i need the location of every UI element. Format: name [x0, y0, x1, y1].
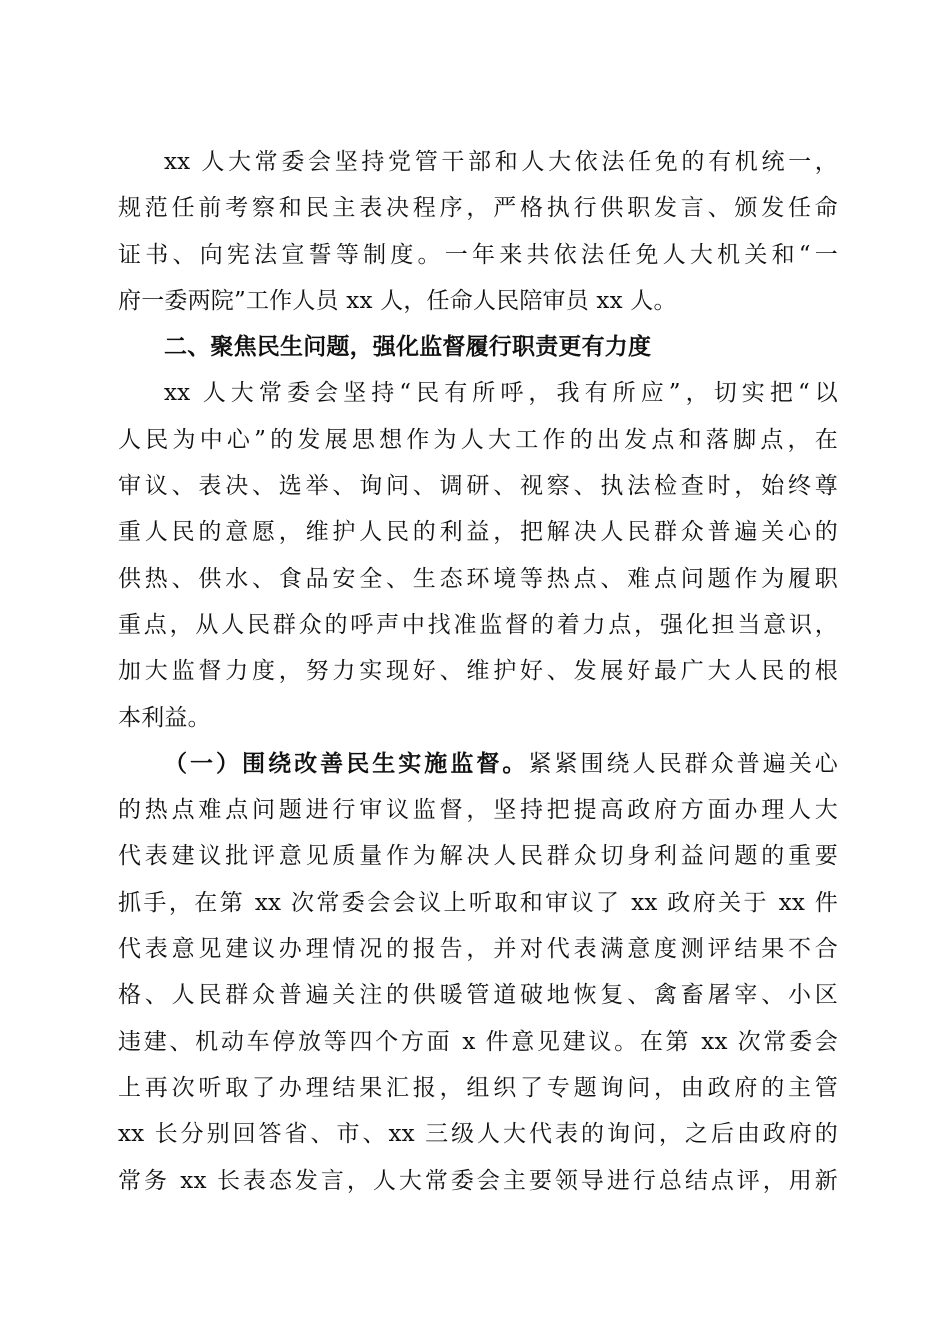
paragraph-line: 违建、机动车停放等四个方面 x 件意见建议。在第 xx 次常委会	[118, 1028, 838, 1055]
paragraph-line: 重人民的意愿，维护人民的利益，把解决人民群众普遍关心的	[118, 519, 838, 546]
paragraph-line: 加大监督力度，努力实现好、维护好、发展好最广大人民的根	[118, 658, 838, 685]
paragraph-line: 证书、向宪法宣誓等制度。一年来共依法任免人大机关和“一	[118, 241, 838, 268]
paragraph-line: 上再次听取了办理结果汇报，组织了专题询问，由政府的主管	[118, 1074, 838, 1101]
section-heading: 二、聚焦民生问题，强化监督履行职责更有力度	[164, 333, 652, 361]
paragraph-line: 代表意见建议办理情况的报告，并对代表满意度测评结果不合	[118, 936, 838, 963]
paragraph-line: 人民为中心”的发展思想作为人大工作的出发点和落脚点，在	[118, 426, 838, 453]
paragraph-line: xx 人大常委会坚持党管干部和人大依法任免的有机统一，	[164, 149, 838, 175]
paragraph-line: 供热、供水、食品安全、生态环境等热点、难点问题作为履职	[118, 565, 838, 592]
paragraph-line	[118, 741, 838, 787]
subsection-heading: （一）围绕改善民生实施监督。	[164, 749, 529, 777]
paragraph-line: 审议、表决、选举、询问、调研、视察、执法检查时，始终尊	[118, 473, 838, 500]
paragraph-line: 常务 xx 长表态发言，人大常委会主要领导进行总结点评，用新	[118, 1167, 838, 1194]
paragraph-line: xx 人大常委会坚持“民有所呼，我有所应”，切实把“以	[164, 380, 838, 407]
paragraph-line: 的热点难点问题进行审议监督，坚持把提高政府方面办理人大	[118, 797, 838, 824]
document-body	[118, 139, 838, 1204]
paragraph-text: 紧紧围绕人民群众普遍关心	[528, 750, 838, 777]
paragraph-line: 重点，从人民群众的呼声中找准监督的着力点，强化担当意识，	[118, 611, 838, 638]
paragraph-line: 抓手，在第 xx 次常委会会议上听取和审议了 xx 政府关于 xx 件	[118, 889, 838, 916]
paragraph-line: 规范任前考察和民主表决程序，严格执行供职发言、颁发任命	[118, 195, 838, 222]
paragraph-line: 格、人民群众普遍关注的供暖管道破地恢复、禽畜屠宰、小区	[118, 982, 838, 1009]
paragraph-line: 本利益。	[118, 704, 211, 731]
paragraph-line: 府一委两院”工作人员 xx 人，任命人民陪审员 xx 人。	[118, 287, 677, 314]
paragraph-line: xx 长分别回答省、市、xx 三级人大代表的询问，之后由政府的	[118, 1121, 838, 1148]
paragraph-line: 代表建议批评意见质量作为解决人民群众切身利益问题的重要	[118, 843, 838, 870]
